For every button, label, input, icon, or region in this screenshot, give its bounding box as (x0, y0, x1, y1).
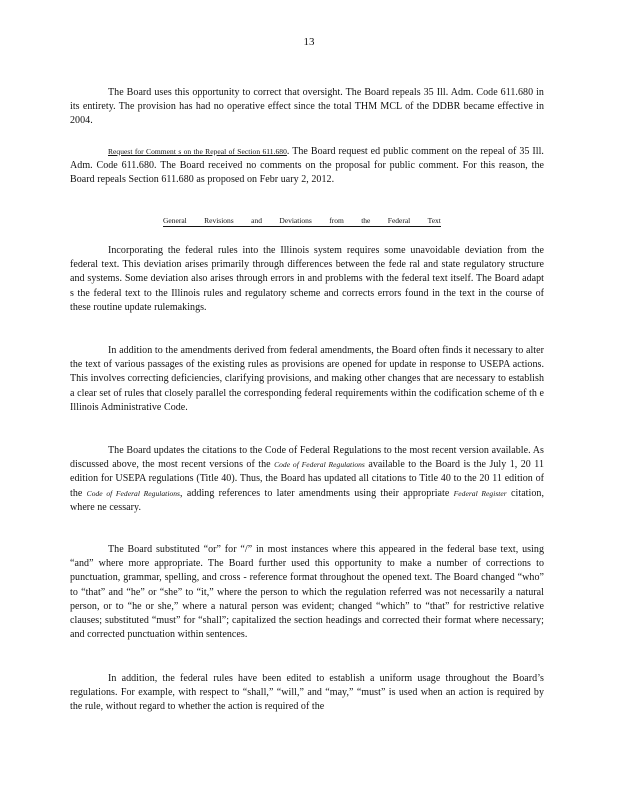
heading-word: General (163, 216, 187, 225)
paragraph-text: available to the Board is the July 1, 20 11 edition for USEPA regulations (Title 40). Thus, the Board has updated all citations to Title 40 to the 20 11 edition of the (70, 459, 544, 499)
paragraph-text: The Board substituted “or” for “/” in most instances where this appeared in the federal base text, using “and” where more appropriate. The Board further used this opportunity to make a number of corrections to punctuation, grammar, spelling, and cross - reference format throughout the opened text. The Board changed “who” to “that” and “he” or “she” to “it,” where the person to which the regulation referred was not necessarily a natural person, or to “he or she,” where a natural person was evident; changed “which” to “that” for restrictive relative clauses; substituted “must” for “shall”; capitalized the section headings and corrected their format where necessary; and corrected punctuation within sentences. (70, 544, 544, 641)
italic-federal-register: Federal Register (453, 488, 507, 498)
paragraph-uniform-usage (70, 672, 544, 715)
italic-cfr: Code of Federal Regulations (86, 488, 181, 498)
section-heading-request-comments: Request for Comment s on the Repeal of Section 611.680 (108, 147, 287, 156)
paragraph-amendments (70, 344, 544, 415)
paragraph-text: The Board updates the citations to the Code of Federal Regulations to the most recent version available. As discussed above, the most recent versions of the (70, 445, 544, 471)
paragraph-text: In addition, the federal rules have been edited to establish a uniform usage throughout the Board’s regulations. For example, with respect to “shall,” “will,” and “may,” “must” is used when an action is required by the rule, without regard to whether the action is required of the (70, 673, 544, 713)
section-heading-general-revisions (163, 216, 441, 227)
italic-cfr: Code of Federal Regulations (274, 460, 365, 470)
paragraph-repeal (70, 86, 544, 129)
page-number: 13 (303, 36, 315, 48)
paragraph-incorporating (70, 244, 544, 315)
paragraph-request-comments (70, 145, 544, 188)
heading-word: Federal (387, 216, 411, 225)
heading-word: Text (427, 216, 441, 225)
paragraph-text: . The Board request ed public comment on the repeal of 35 Ill. Adm. Code 611.680. The Board received no comments on the proposal for public comment. For this reason, the Board repeals Section 611.680 as proposed on Febr uary 2, 2012. (70, 146, 544, 186)
heading-word: from (329, 216, 344, 225)
paragraph-text: citation, where ne cessary. (70, 487, 544, 513)
paragraph-text: Incorporating the federal rules into the Illinois system requires some unavoidable deviation from the federal text. This deviation arises primarily through differences between the fede ral and state regulatory structure and systems. Some deviation also arises through errors in and problems with the federal text itself. The Board adapt s the federal text to the Illinois rules and regulatory scheme and corrects errors found in the text in the course of these routine update rulemakings. (70, 245, 544, 313)
paragraph-citations (70, 444, 544, 515)
heading-word: Deviations (279, 216, 312, 225)
paragraph-substitutions (70, 543, 544, 642)
paragraph-text: The Board uses this opportunity to correct that oversight. The Board repeals 35 Ill. Adm. Code 611.680 in its entirety. The provision has had no operative effect since the total THM MCL of the DDBR became effective in 2004. (70, 87, 544, 127)
paragraph-text: In addition to the amendments derived from federal amendments, the Board often finds it necessary to alter the text of various passages of the existing rules as provisions are opened for update in response to USEPA actions. This involves correcting deficiencies, clarifying provisions, and making other changes that are necessary to establish a clear set of rules that closely parallel the corresponding federal requirements within the codification scheme of th e Illinois Administrative Code. (70, 345, 544, 413)
heading-word: Revisions (204, 216, 234, 225)
heading-word: and (251, 216, 262, 225)
paragraph-text: , adding references to later amendments using their appropriate (180, 487, 454, 499)
heading-word: the (361, 216, 371, 225)
